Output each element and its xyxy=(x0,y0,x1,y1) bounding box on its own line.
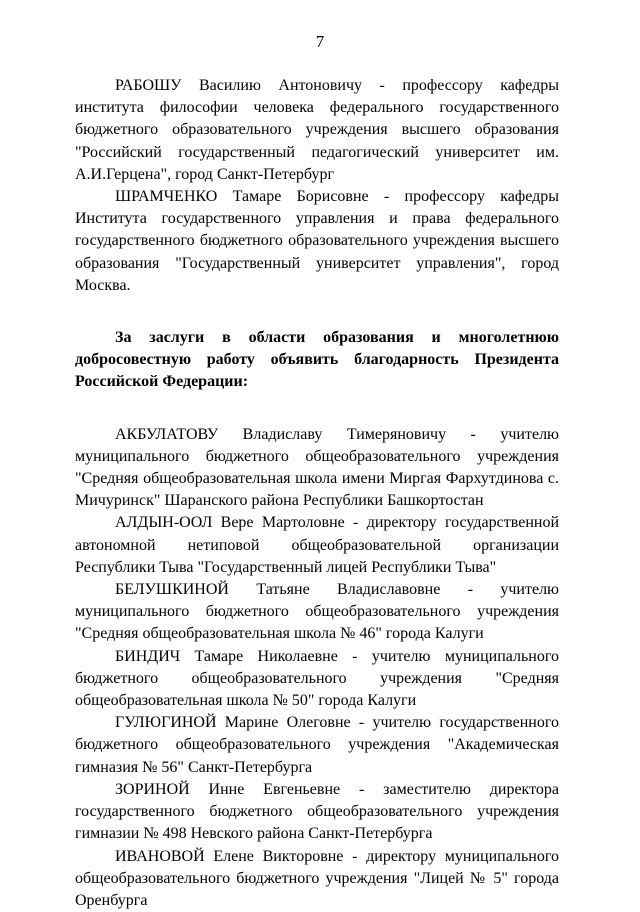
paragraph-text: Василию Антоновичу - профессору кафедры института философии человека федерального государственного бюджетного образовательного учреждения высшего образования "Российский государственный педагогический университет им. А.И.Герцена", город Санкт-Петербург xyxy=(75,77,559,183)
section-heading: За заслуги в области образования и многолетнюю добросовестную работу объявить благодарность Президента Российской Федерации: xyxy=(75,327,559,394)
person-surname: АКБУЛАТОВУ xyxy=(115,426,218,443)
entry-text: Вере Мартоловне - директору государственной автономной нетиповой общеобразовательной организации Республики Тыва "Государственный лицей Республики Тыва" xyxy=(75,514,559,575)
entry-text: Елене Викторовне - директору муниципального общеобразовательного бюджетного учреждения "Лицей № 5" города Оренбурга xyxy=(75,848,559,909)
person-surname: ГУЛЮГИНОЙ xyxy=(115,714,217,731)
paragraph-text: Тамаре Борисовне - профессору кафедры Института государственного управления и права федерального государственного бюджетного образовательного учреждения высшего образования "Государственный университет управления", город Москва. xyxy=(75,188,559,294)
list-item xyxy=(75,646,559,713)
paragraph-rabosh xyxy=(75,75,559,186)
person-surname: БЕЛУШКИНОЙ xyxy=(115,581,229,598)
person-surname: ИВАНОВОЙ xyxy=(115,848,205,865)
list-item xyxy=(75,579,559,646)
entry-text: Марине Олеговне - учителю государственного бюджетного общеобразовательного учреждения "Академическая гимназия № 56" Санкт-Петербурга xyxy=(75,714,559,775)
person-surname: БИНДИЧ xyxy=(115,648,180,665)
person-surname: ШРАМЧЕНКО xyxy=(115,188,217,205)
person-surname: АЛДЫН-ООЛ xyxy=(115,514,212,531)
list-item xyxy=(75,846,559,912)
entry-text: Тамаре Николаевне - учителю муниципального бюджетного общеобразовательного учреждения "Средняя общеобразовательная школа № 50" города Калуги xyxy=(75,648,559,709)
list-item xyxy=(75,779,559,846)
entry-text: Татьяне Владиславовне - учителю муниципального бюджетного общеобразовательного учреждения "Средняя общеобразовательная школа № 46" города Калуги xyxy=(75,581,559,642)
entry-text: Владиславу Тимеряновичу - учителю муниципального бюджетного общеобразовательного учреждения "Средняя общеобразовательная школа имени Миргая Фархутдинова с. Мичуринск" Шаранского района Республики Башкортостан xyxy=(75,426,559,510)
list-item xyxy=(75,512,559,579)
paragraph-shramchenko xyxy=(75,186,559,297)
person-surname: РАБОШУ xyxy=(115,77,182,94)
entry-text: Инне Евгеньевне - заместителю директора государственного бюджетного общеобразовательного учреждения гимназии № 498 Невского района Санкт-Петербурга xyxy=(75,781,559,842)
document-body xyxy=(75,75,559,912)
list-item xyxy=(75,712,559,779)
page-number: 7 xyxy=(0,32,640,52)
person-surname: ЗОРИНОЙ xyxy=(115,781,190,798)
list-item xyxy=(75,424,559,513)
